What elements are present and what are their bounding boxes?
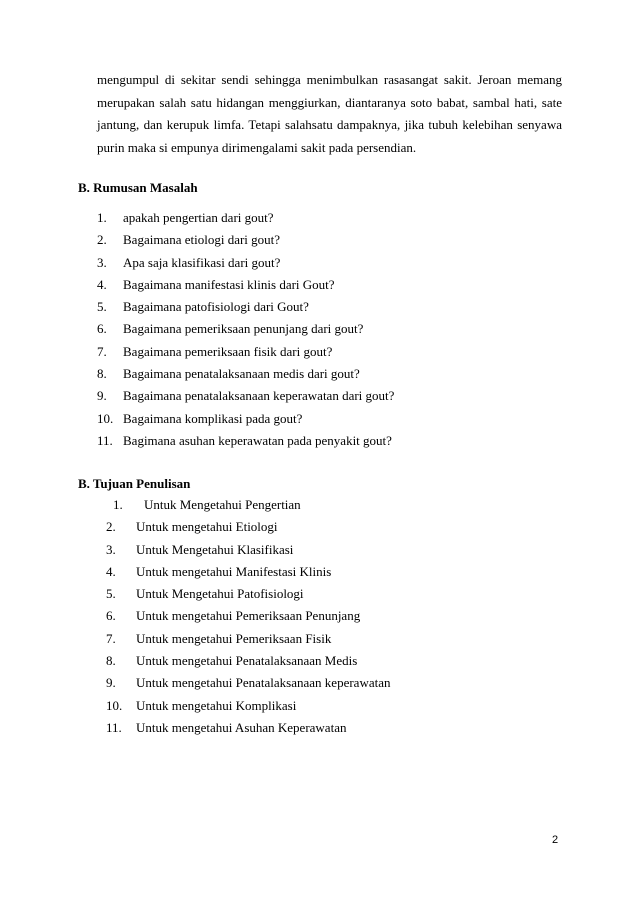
paragraph-line: purin maka si empunya dirimengalami sakit pada persendian. [97, 139, 417, 155]
list-item-text: Untuk mengetahui Pemeriksaan Fisik [136, 630, 332, 646]
list-item-number: 1. [97, 210, 107, 225]
list-item-number: 5. [97, 299, 107, 315]
paragraph-line: merupakan salah satu hidangan menggiurkan, diantaranya soto babat, sambal hati, sate [97, 94, 562, 110]
list-item-text: Untuk mengetahui Penatalaksanaan Medis [136, 653, 358, 669]
paragraph-line: mengumpul di sekitar sendi sehingga menimbulkan rasasangat sakit. Jeroan memang [97, 72, 562, 87]
intro-paragraph [97, 69, 562, 159]
list-item-text: Bagaimana komplikasi pada gout? [123, 410, 303, 426]
list-item-number: 3. [106, 541, 116, 557]
list-item-number: 11. [106, 719, 122, 735]
paragraph-line: jantung, dan kerupuk limfa. Tetapi salahsatu dampaknya, jika tubuh kelebihan senyawa [97, 117, 562, 132]
list-item-number: 10. [106, 697, 123, 713]
list-item-text: Untuk mengetahui Manifestasi Klinis [136, 563, 332, 579]
list-item-number: 4. [97, 276, 107, 292]
list-item-text: Bagaimana etiologi dari gout? [123, 232, 281, 248]
list-item-number: 2. [106, 519, 116, 535]
list-item-number: 9. [106, 675, 116, 691]
list-item-number: 3. [97, 254, 107, 270]
section-heading-tujuan-penulisan: B. Tujuan Penulisan [78, 476, 191, 491]
section-heading-rumusan-masalah: B. Rumusan Masalah [78, 180, 198, 195]
list-item-text: Apa saja klasifikasi dari gout? [123, 254, 281, 270]
list-item-text: Untuk mengetahui Pemeriksaan Penunjang [136, 608, 361, 624]
list-item-number: 7. [97, 343, 107, 359]
list-item-number: 4. [106, 563, 116, 579]
list-item-number: 11. [97, 432, 113, 448]
list-item-number: 5. [106, 586, 116, 602]
list-item-text: Untuk mengetahui Asuhan Keperawatan [136, 719, 347, 735]
list-item-text: Untuk Mengetahui Pengertian [144, 497, 301, 512]
list-item-text: Untuk Mengetahui Klasifikasi [136, 541, 294, 557]
list-item-text: Untuk mengetahui Etiologi [136, 519, 278, 535]
list-item-number: 6. [97, 321, 107, 337]
page-number: 2 [552, 834, 559, 846]
list-item-text: Bagaimana pemeriksaan fisik dari gout? [123, 343, 333, 359]
list-item-text: Bagaimana patofisiologi dari Gout? [123, 299, 309, 315]
list-item-text: Bagaimana penatalaksanaan medis dari gout? [123, 366, 360, 382]
list-item-number: 1. [113, 497, 123, 512]
list-item-number: 8. [97, 366, 107, 382]
list-item-text: Bagaimana pemeriksaan penunjang dari gout? [123, 321, 364, 337]
list-item-text: Bagaimana penatalaksanaan keperawatan dari gout? [123, 388, 395, 404]
list-item-text: apakah pengertian dari gout? [123, 210, 274, 225]
list-item-text: Untuk Mengetahui Patofisiologi [136, 586, 304, 602]
list-item-number: 9. [97, 388, 107, 404]
list-item-number: 6. [106, 608, 116, 624]
list-item-text: Untuk mengetahui Komplikasi [136, 697, 297, 713]
list-item-text: Untuk mengetahui Penatalaksanaan keperawatan [136, 675, 391, 691]
list-item-number: 8. [106, 653, 116, 669]
list-item-number: 7. [106, 630, 116, 646]
list-item-number: 2. [97, 232, 107, 248]
list-item-number: 10. [97, 410, 114, 426]
list-item-text: Bagimana asuhan keperawatan pada penyakit gout? [123, 432, 392, 448]
list-item-text: Bagaimana manifestasi klinis dari Gout? [123, 276, 335, 292]
